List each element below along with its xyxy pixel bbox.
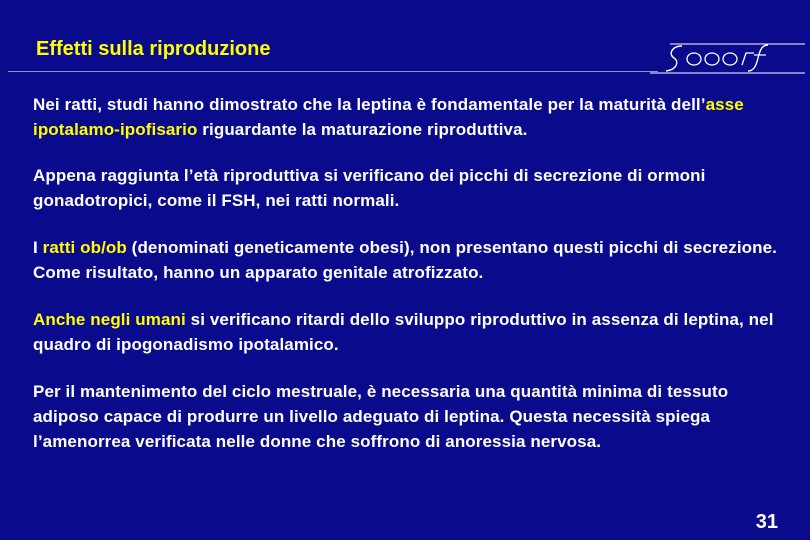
paragraph-3 — [33, 235, 793, 285]
paragraph-4 — [33, 307, 793, 357]
highlight-anche-negli-umani: Anche negli umani — [33, 310, 186, 329]
paragraph-3-text-start: I — [33, 238, 43, 257]
slide-title: Effetti sulla riproduzione — [36, 38, 271, 60]
highlight-ratti-ob-ob: ratti ob/ob — [42, 238, 127, 257]
highlight-asse-ipotalamo-ipofisario: asse ipotalamo-ipofisario — [33, 95, 744, 139]
paragraph-1-text: Nei ratti, studi hanno dimostrato che la leptina è fondamentale per la maturità dell’ — [33, 95, 706, 114]
paragraph-1 — [33, 92, 793, 142]
paragraph-4-text: si verificano ritardi dello sviluppo riproduttivo in assenza di leptina, nel quadro di ipogonadismo ipotalamico. — [33, 310, 774, 354]
paragraph-1-text-end: riguardante la maturazione riproduttiva. — [197, 120, 528, 139]
paragraph-3-text: (denominati geneticamente obesi), non presentano questi picchi di secrezione. Come risultato, hanno un apparato genitale atrofizzato. — [33, 238, 778, 282]
title-divider — [8, 71, 658, 72]
page-number: 31 — [755, 511, 778, 533]
paragraph-2 — [33, 163, 793, 213]
paragraph-5 — [33, 379, 793, 454]
paragraph-2-text: Appena raggiunta l’età riproduttiva si verificano dei picchi di secrezione di ormoni gonadotropici, come il FSH, nei ratti normali. — [33, 166, 706, 210]
paragraph-5-text: Per il mantenimento del ciclo mestruale, è necessaria una quantità minima di tessuto adiposo capace di produrre un livello adeguato di leptina. Questa necessità spiega l’amenorrea verificata nelle donne che soffrono di anoressia nervosa. — [33, 382, 729, 451]
publisher-logo-icon — [650, 40, 805, 76]
